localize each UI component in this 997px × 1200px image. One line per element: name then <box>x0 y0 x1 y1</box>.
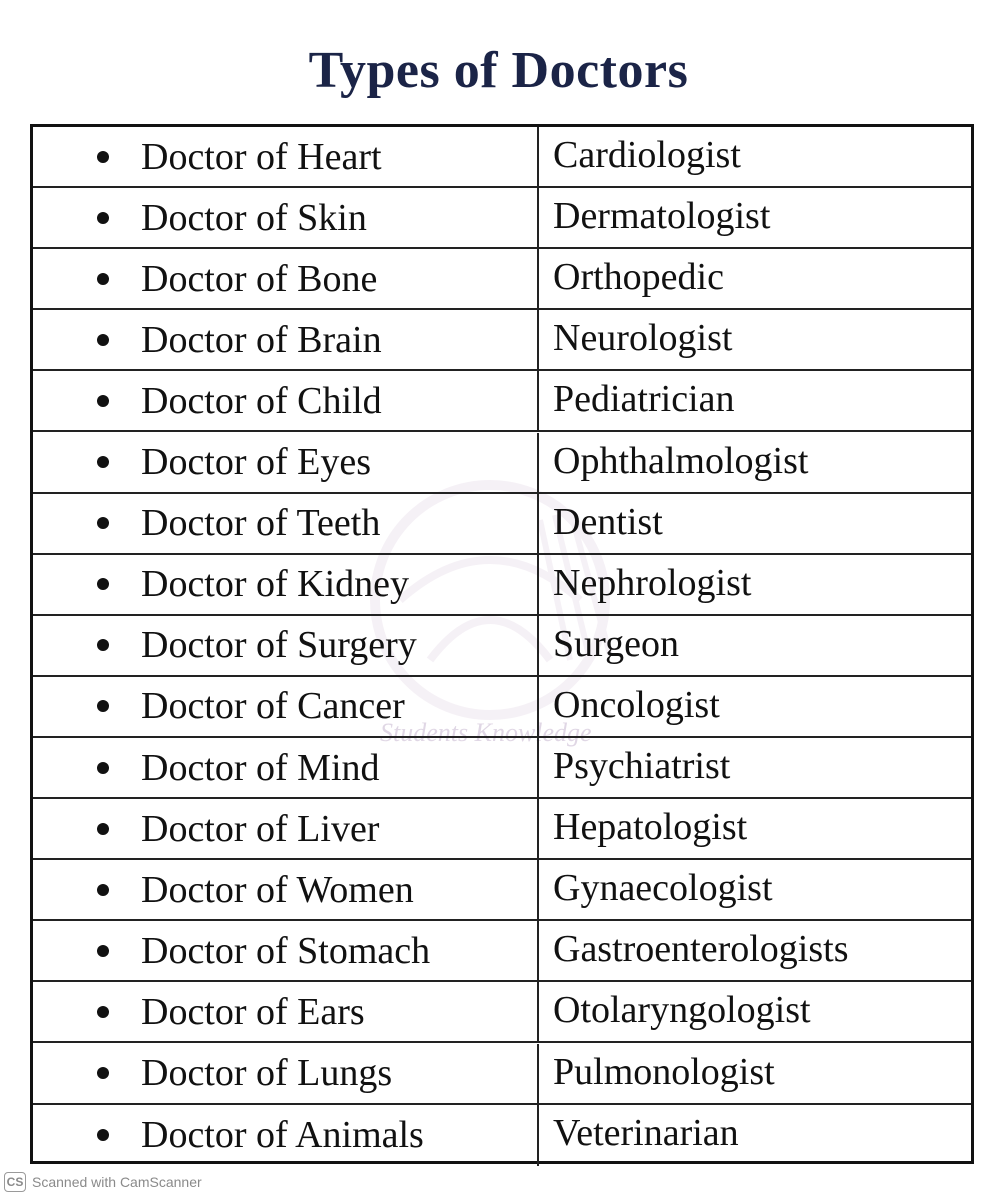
organ-cell <box>33 188 539 247</box>
organ-cell <box>33 738 539 797</box>
organ-label: Doctor of Cancer <box>141 685 405 728</box>
organ-label: Doctor of Surgery <box>141 624 417 667</box>
specialist-label: Dermatologist <box>553 195 771 238</box>
organ-label: Doctor of Stomach <box>141 929 431 972</box>
specialist-label: Pulmonologist <box>553 1050 775 1093</box>
organ-cell <box>33 555 539 614</box>
bullet-icon <box>97 639 109 651</box>
organ-label: Doctor of Skin <box>141 196 367 239</box>
organ-cell <box>33 127 539 186</box>
specialist-label: Gastroenterologists <box>553 928 849 971</box>
organ-label: Doctor of Lungs <box>141 1052 393 1094</box>
bullet-icon <box>97 1067 109 1079</box>
organ-label: Doctor of Animals <box>141 1114 424 1157</box>
organ-label: Doctor of Teeth <box>141 502 381 545</box>
organ-label: Doctor of Women <box>141 868 414 911</box>
specialist-label: Oncologist <box>553 683 720 726</box>
specialist-label: Otolaryngologist <box>553 989 811 1032</box>
organ-cell <box>33 1105 539 1166</box>
specialist-label: Hepatologist <box>553 806 748 849</box>
table-row <box>33 616 971 677</box>
organ-cell <box>33 1044 539 1103</box>
bullet-icon <box>97 823 109 835</box>
bullet-icon <box>97 273 109 285</box>
bullet-icon <box>97 578 109 590</box>
scanner-footer <box>4 1172 202 1192</box>
bullet-icon <box>97 945 109 957</box>
camscanner-logo-icon: CS <box>4 1172 26 1192</box>
table-row <box>33 921 971 982</box>
organ-cell <box>33 371 539 430</box>
specialist-label: Cardiologist <box>553 134 741 176</box>
bullet-icon <box>97 1129 109 1141</box>
organ-cell <box>33 433 539 492</box>
organ-label: Doctor of Liver <box>141 807 380 850</box>
organ-cell <box>33 616 539 675</box>
organ-label: Doctor of Child <box>141 379 382 422</box>
organ-label: Doctor of Eyes <box>141 441 372 483</box>
bullet-icon <box>97 762 109 774</box>
table-row <box>33 799 971 860</box>
table-row <box>33 494 971 555</box>
organ-cell <box>33 982 539 1041</box>
specialist-label: Gynaecologist <box>553 867 773 910</box>
specialist-label: Orthopedic <box>553 256 724 299</box>
watermark-text: Students Knowledge <box>380 718 592 747</box>
scanner-label: Scanned with CamScanner <box>32 1174 202 1190</box>
organ-cell <box>33 799 539 858</box>
table-row <box>33 1105 971 1166</box>
organ-label: Doctor of Mind <box>141 746 380 789</box>
organ-cell <box>33 310 539 369</box>
bullet-icon <box>97 1006 109 1018</box>
table-row <box>33 127 971 188</box>
bullet-icon <box>97 151 109 163</box>
table-row <box>33 188 971 249</box>
specialist-label: Veterinarian <box>553 1111 739 1154</box>
table-row <box>33 310 971 371</box>
table-row <box>33 433 971 494</box>
table-row <box>33 677 971 738</box>
specialist-label: Surgeon <box>553 622 679 665</box>
bullet-icon <box>97 456 109 468</box>
bullet-icon <box>97 517 109 529</box>
organ-label: Doctor of Bone <box>141 257 378 300</box>
organ-cell <box>33 249 539 308</box>
organ-cell <box>33 921 539 980</box>
specialist-label: Neurologist <box>553 317 733 360</box>
table-row <box>33 738 971 799</box>
organ-label: Doctor of Brain <box>141 318 382 361</box>
bullet-icon <box>97 700 109 712</box>
specialist-label: Dentist <box>553 500 663 543</box>
specialist-label: Nephrologist <box>553 561 752 604</box>
table-row <box>33 1044 971 1105</box>
table-row <box>33 982 971 1043</box>
bullet-icon <box>97 884 109 896</box>
table-row <box>33 555 971 616</box>
doctors-table <box>30 124 974 1164</box>
table-row <box>33 371 971 432</box>
table-row <box>33 860 971 921</box>
organ-cell <box>33 860 539 919</box>
table-row <box>33 249 971 310</box>
bullet-icon <box>97 334 109 346</box>
organ-cell <box>33 677 539 736</box>
organ-cell <box>33 494 539 553</box>
specialist-label: Psychiatrist <box>553 745 731 787</box>
bullet-icon <box>97 395 109 407</box>
organ-label: Doctor of Kidney <box>141 563 410 606</box>
organ-label: Doctor of Heart <box>141 135 382 178</box>
specialist-label: Pediatrician <box>553 378 735 421</box>
specialist-label: Ophthalmologist <box>553 439 809 482</box>
page-title: Types of Doctors <box>308 42 689 99</box>
organ-label: Doctor of Ears <box>141 990 365 1033</box>
bullet-icon <box>97 212 109 224</box>
